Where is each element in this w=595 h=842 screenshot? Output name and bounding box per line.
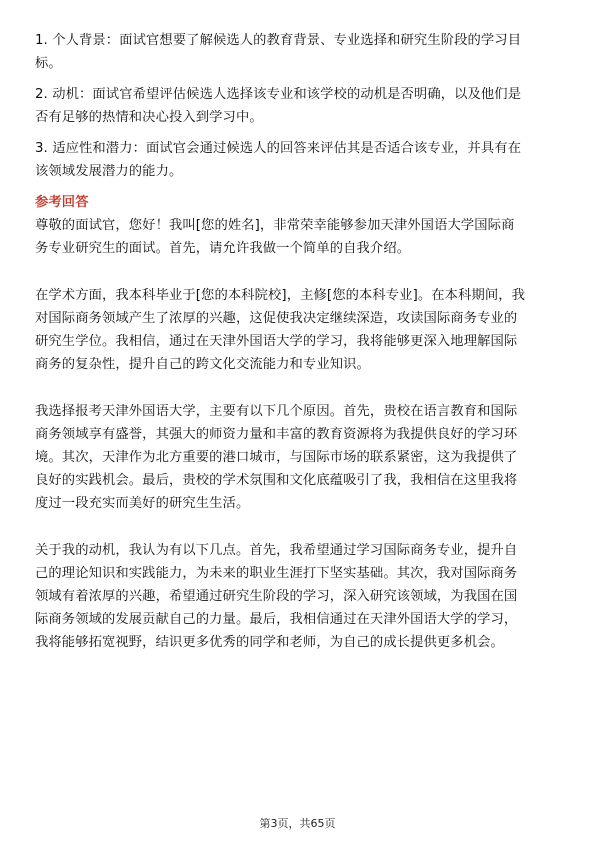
criteria-item bbox=[35, 29, 563, 75]
text-line: 良好的实践机会。最后，贵校的学术氛围和文化底蕴吸引了我，我相信在这里我将 bbox=[35, 473, 518, 488]
paragraph bbox=[35, 214, 563, 260]
text-line: 关于我的动机，我认为有以下几点。首先，我希望通过学习国际商务专业，提升自 bbox=[35, 543, 518, 558]
paragraph bbox=[35, 539, 563, 654]
answer-heading: 参考回答 bbox=[35, 195, 89, 210]
text-line: 我选择报考天津外国语大学，主要有以下几个原因。首先，贵校在语言教育和国际 bbox=[35, 404, 518, 419]
text-line: 我将能够拓宽视野，结识更多优秀的同学和老师，为自己的成长提供更多机会。 bbox=[35, 635, 504, 650]
paragraph bbox=[35, 284, 563, 376]
text-line: 务专业研究生的面试。首先，请允许我做一个简单的自我介绍。 bbox=[35, 241, 411, 256]
text-line: 标。 bbox=[35, 56, 62, 71]
document-body bbox=[35, 29, 563, 654]
text-line: 1. 个人背景：面试官想要了解候选人的教育背景、专业选择和研究生阶段的学习目 bbox=[35, 33, 522, 48]
answer-paragraphs bbox=[35, 214, 563, 654]
text-line: 己的理论知识和实践能力，为未来的职业生涯打下坚实基础。其次，我对国际商务 bbox=[35, 566, 518, 581]
text-line: 商务领域享有盛誉，其强大的师资力量和丰富的教育资源将为我提供良好的学习环 bbox=[35, 427, 518, 442]
text-line: 3. 适应性和潜力：面试官会通过候选人的回答来评估其是否适合该专业，并具有在 bbox=[35, 141, 522, 156]
text-line: 尊敬的面试官，您好！我叫[您的姓名]，非常荣幸能够参加天津外国语大学国际商 bbox=[35, 218, 515, 233]
text-line: 2. 动机：面试官希望评估候选人选择该专业和该学校的动机是否明确，以及他们是 bbox=[35, 87, 522, 102]
text-line: 该领域发展潜力的能力。 bbox=[35, 164, 183, 179]
text-line: 度过一段充实而美好的研究生生活。 bbox=[35, 496, 250, 511]
text-line: 否有足够的热情和决心投入到学习中。 bbox=[35, 110, 263, 125]
criteria-list bbox=[35, 29, 563, 191]
text-line: 境。其次，天津作为北方重要的港口城市，与国际市场的联系紧密，这为我提供了 bbox=[35, 450, 518, 465]
text-line: 商务的复杂性，提升自己的跨文化交流能力和专业知识。 bbox=[35, 357, 370, 372]
text-line: 在学术方面，我本科毕业于[您的本科院校]，主修[您的本科专业]。在本科期间，我 bbox=[35, 288, 526, 303]
paragraph bbox=[35, 400, 563, 515]
criteria-item bbox=[35, 83, 563, 129]
text-line: 对国际商务领域产生了浓厚的兴趣，这促使我决定继续深造，攻读国际商务专业的 bbox=[35, 311, 518, 326]
text-line: 际商务领域的发展贡献自己的力量。最后，我相信通过在天津外国语大学的学习， bbox=[35, 612, 518, 627]
page-footer: 第3页，共65页 bbox=[259, 817, 336, 830]
text-line: 研究生学位。我相信，通过在天津外国语大学的学习，我将能够更深入地理解国际 bbox=[35, 334, 518, 349]
text-line: 领域有着浓厚的兴趣，希望通过研究生阶段的学习，深入研究该领域，为我国在国 bbox=[35, 589, 518, 604]
criteria-item bbox=[35, 137, 563, 183]
